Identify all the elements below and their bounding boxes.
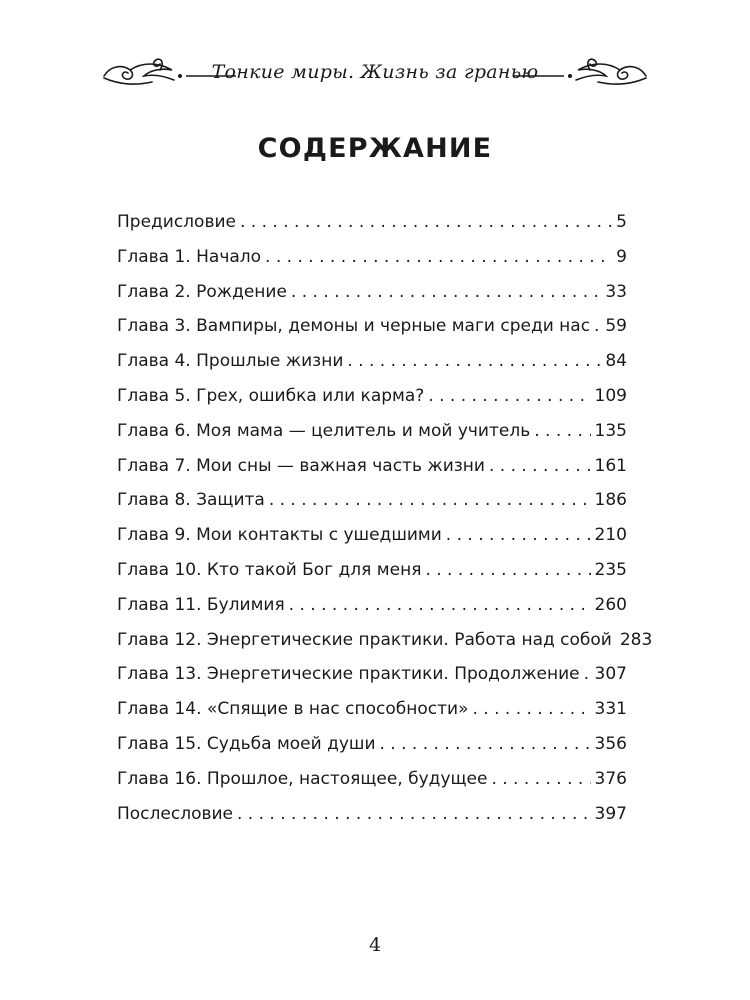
toc-entry-label: Послесловие xyxy=(117,803,233,824)
toc-dot-leader xyxy=(240,205,612,240)
toc-entry-label: Глава 12. Энергетические практики. Работа над собой xyxy=(117,629,612,650)
toc-entry-label: Глава 11. Булимия xyxy=(117,594,285,615)
table-of-contents xyxy=(117,205,653,831)
toc-entry[interactable] xyxy=(117,240,627,275)
toc-entry-page: 235 xyxy=(594,559,627,580)
toc-dot-leader xyxy=(237,797,591,832)
toc-entry-page: 397 xyxy=(594,803,627,824)
toc-entry[interactable] xyxy=(117,275,627,310)
toc-entry[interactable] xyxy=(117,762,627,797)
toc-entry-page: 186 xyxy=(594,490,627,511)
toc-entry-label: Глава 14. «Спящие в нас способности» xyxy=(117,699,469,720)
toc-entry-label: Глава 1. Начало xyxy=(117,246,262,267)
toc-entry-label: Глава 4. Прошлые жизни xyxy=(117,351,344,372)
toc-entry-page: 5 xyxy=(616,212,627,232)
toc-entry-page: 356 xyxy=(594,733,627,754)
toc-dot-leader xyxy=(265,240,612,275)
toc-entry[interactable] xyxy=(117,379,627,414)
toc-entry[interactable] xyxy=(117,727,627,762)
toc-entry-page: 260 xyxy=(594,594,627,615)
toc-dot-leader xyxy=(425,553,590,588)
toc-entry-label: Глава 7. Мои сны — важная часть жизни xyxy=(117,455,485,476)
toc-entry-label: Глава 15. Судьба моей души xyxy=(117,733,376,754)
toc-entry[interactable] xyxy=(117,483,627,518)
toc-entry-label: Глава 9. Мои контакты с ушедшими xyxy=(117,525,442,546)
toc-entry[interactable] xyxy=(117,309,627,344)
toc-entry-label: Глава 3. Вампиры, демоны и черные маги среди нас xyxy=(117,316,591,337)
toc-entry-label: Глава 10. Кто такой Бог для меня xyxy=(117,559,422,580)
toc-dot-leader xyxy=(472,692,590,727)
toc-entry-label: Глава 6. Моя мама — целитель и мой учитель xyxy=(117,420,531,441)
toc-dot-leader xyxy=(428,379,590,414)
toc-heading: СОДЕРЖАНИЕ xyxy=(257,133,493,164)
running-header xyxy=(100,48,650,98)
toc-entry-page: 84 xyxy=(605,351,627,372)
toc-dot-leader xyxy=(380,727,591,762)
toc-dot-leader xyxy=(269,483,591,518)
toc-dot-leader xyxy=(594,309,601,344)
toc-entry[interactable] xyxy=(117,623,653,658)
toc-dot-leader xyxy=(584,657,591,692)
toc-entry-page: 9 xyxy=(616,246,627,267)
toc-entry[interactable] xyxy=(117,449,627,484)
toc-entry-label: Глава 13. Энергетические практики. Продолжение xyxy=(117,664,580,685)
toc-dot-leader xyxy=(446,518,591,553)
toc-entry[interactable] xyxy=(117,414,627,449)
running-title: Тонкие миры. Жизнь за гранью xyxy=(211,61,539,83)
toc-entry-page: 109 xyxy=(594,385,627,406)
toc-entry[interactable] xyxy=(117,553,627,588)
toc-entry[interactable] xyxy=(117,205,627,240)
toc-entry-label: Предисловие xyxy=(117,212,236,232)
toc-entry[interactable] xyxy=(117,518,627,553)
toc-dot-leader xyxy=(489,449,591,484)
toc-entry-label: Глава 16. Прошлое, настоящее, будущее xyxy=(117,768,488,789)
toc-entry-label: Глава 2. Рождение xyxy=(117,281,287,302)
toc-entry-page: 210 xyxy=(594,525,627,546)
toc-dot-leader xyxy=(291,275,601,310)
toc-entry[interactable] xyxy=(117,344,627,379)
page-number: 4 xyxy=(368,934,382,956)
toc-entry-page: 376 xyxy=(594,768,627,789)
toc-entry[interactable] xyxy=(117,692,627,727)
toc-entry-page: 307 xyxy=(594,664,627,685)
toc-dot-leader xyxy=(289,588,591,623)
toc-entry[interactable] xyxy=(117,657,627,692)
toc-entry-page: 331 xyxy=(594,699,627,720)
toc-entry-page: 59 xyxy=(605,316,627,337)
toc-entry-page: 135 xyxy=(594,420,627,441)
toc-entry-label: Глава 5. Грех, ошибка или карма? xyxy=(117,385,425,406)
toc-entry-page: 161 xyxy=(594,455,627,476)
toc-dot-leader xyxy=(534,414,590,449)
toc-entry[interactable] xyxy=(117,797,627,832)
toc-entry[interactable] xyxy=(117,588,627,623)
toc-entry-page: 33 xyxy=(605,281,627,302)
toc-entry-label: Глава 8. Защита xyxy=(117,490,265,511)
toc-dot-leader xyxy=(491,762,590,797)
toc-entry-page: 283 xyxy=(619,629,653,650)
toc-dot-leader xyxy=(347,344,601,379)
